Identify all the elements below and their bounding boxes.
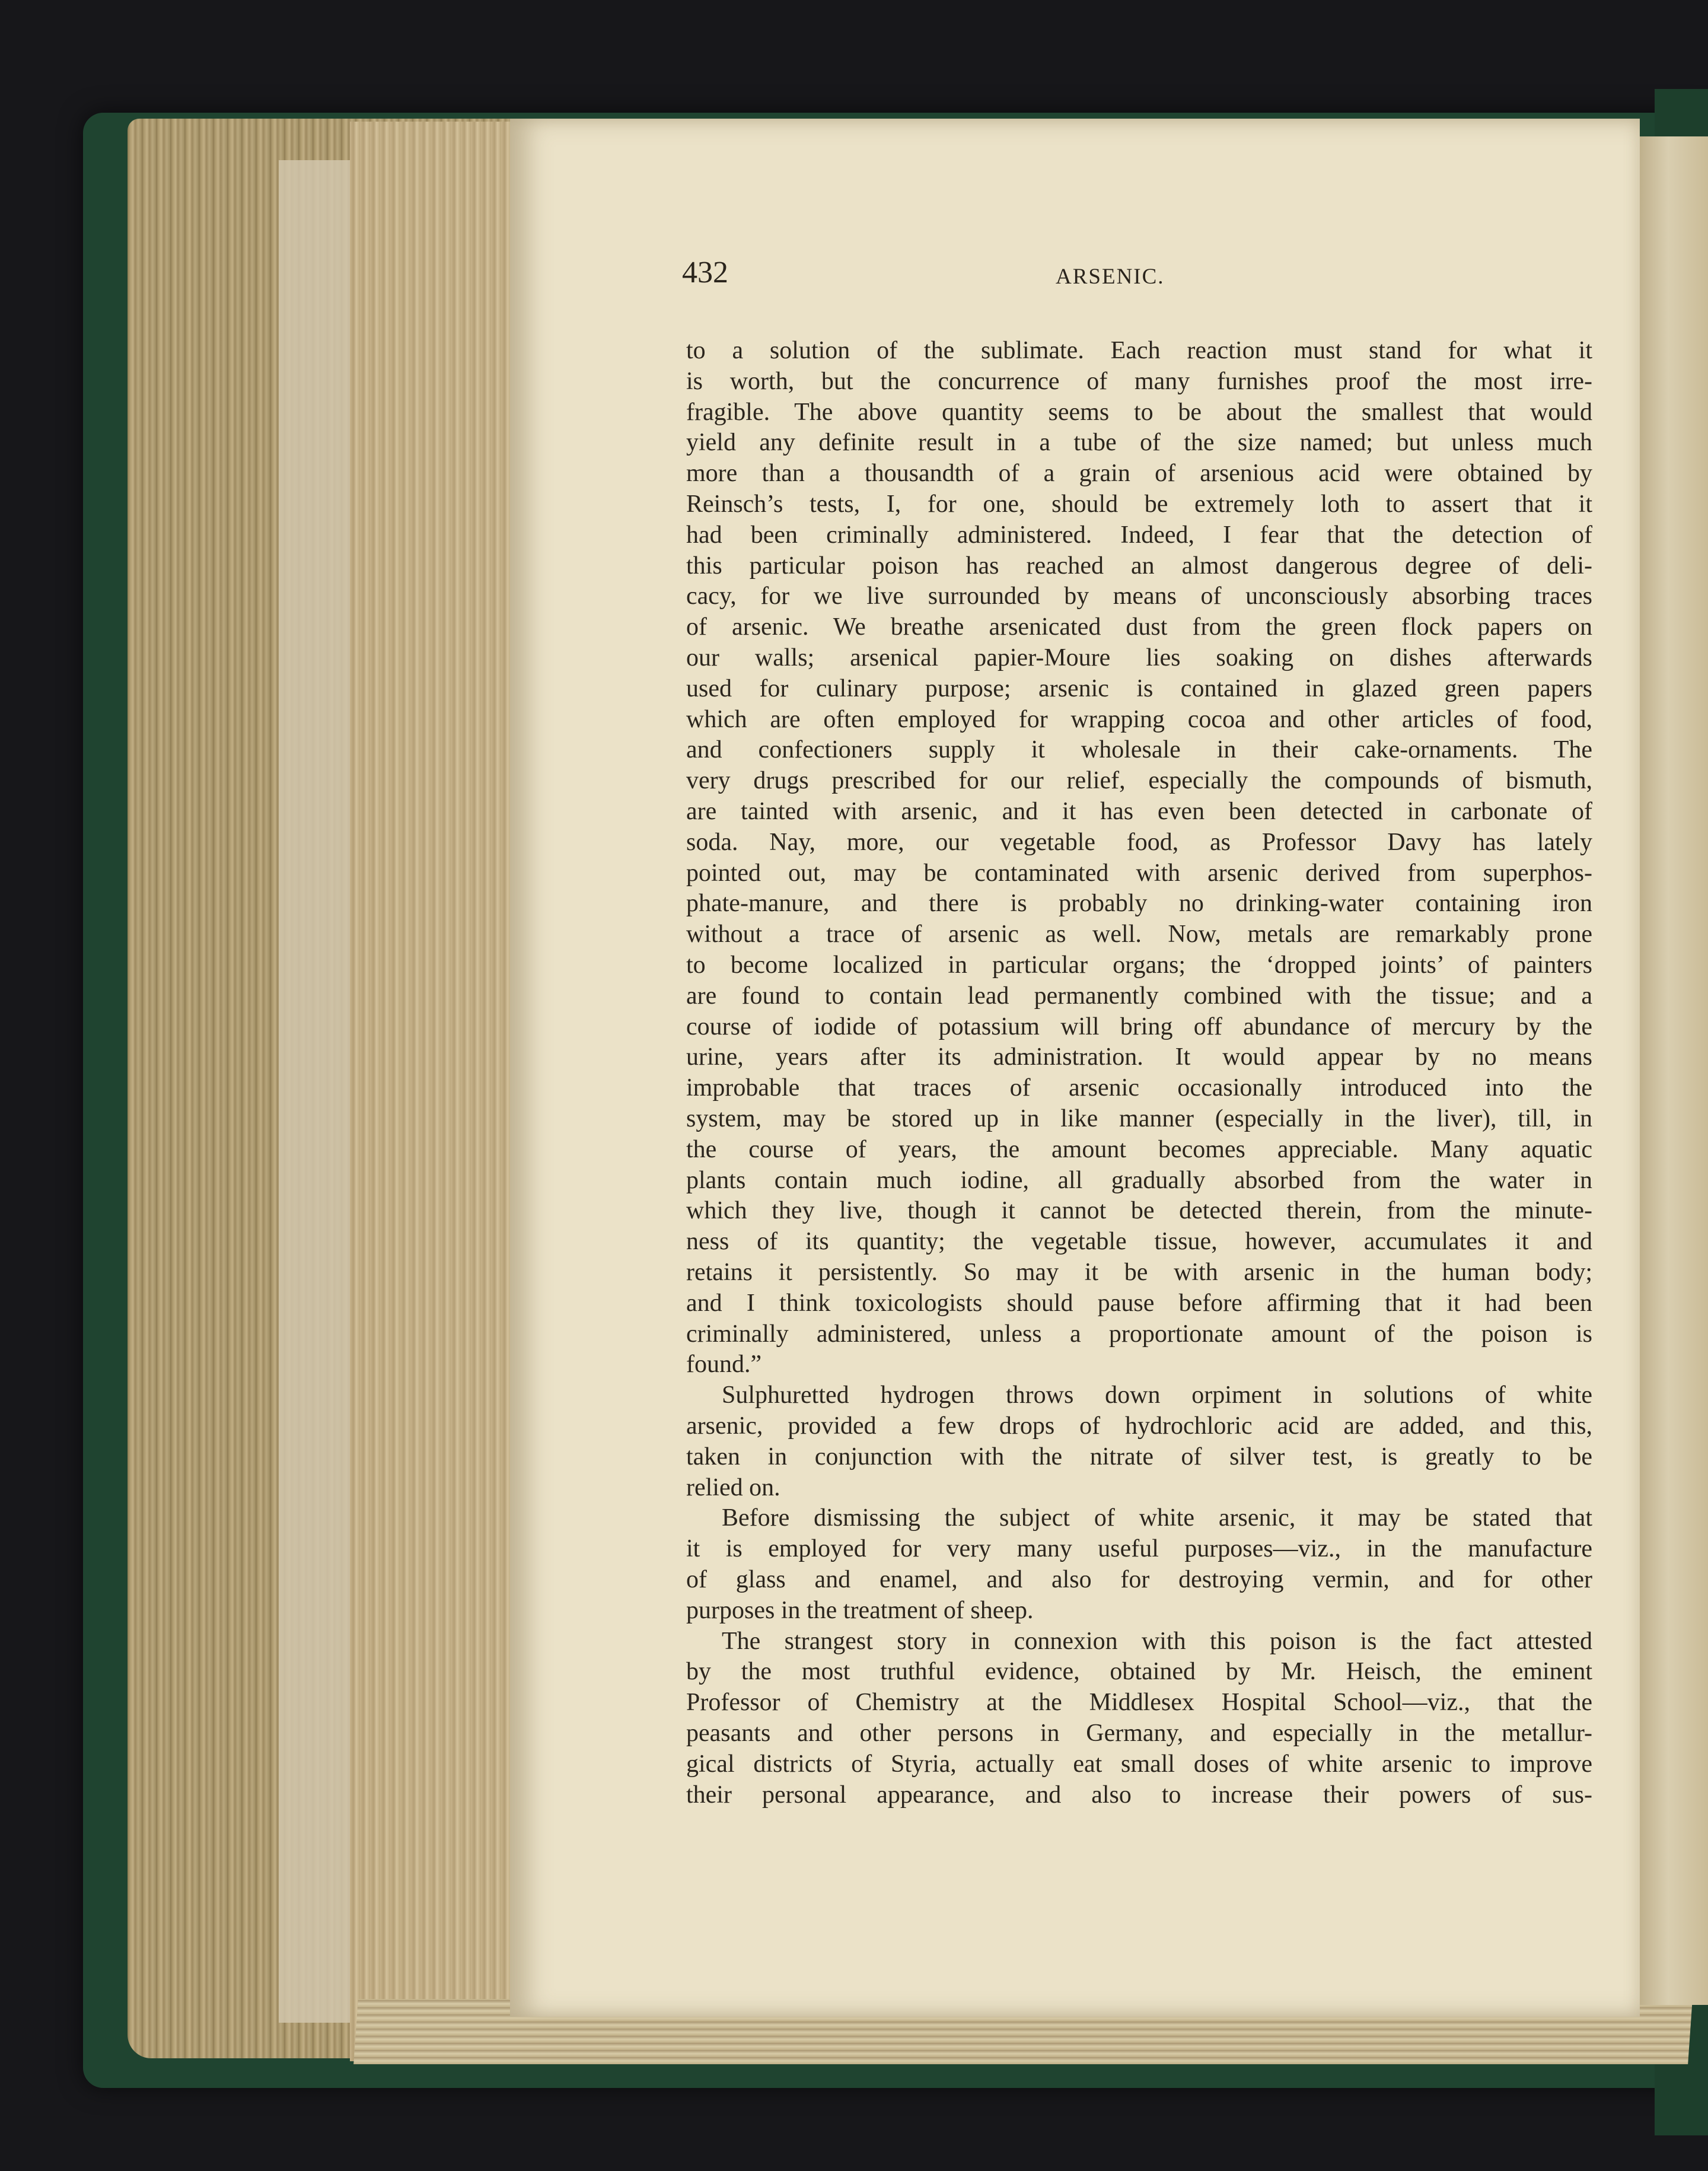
text-line: to become localized in particular organs; the ‘dropped joints’ of painters (686, 951, 1592, 979)
text-line: found.” (686, 1351, 762, 1379)
text-line: cacy, for we live surrounded by means of unconsciously absorbing traces (686, 582, 1592, 610)
text-line: purposes in the treatment of sheep. (686, 1596, 1034, 1624)
text-line: arsenic, provided a few drops of hydrochloric acid are added, and this, (686, 1412, 1592, 1440)
text-line: Reinsch’s tests, I, for one, should be extremely loth to assert that it (686, 491, 1592, 518)
text-line: Sulphuretted hydrogen throws down orpiment in solutions of white (722, 1381, 1592, 1409)
text-line: soda. Nay, more, our vegetable food, as Professor Davy has lately (686, 828, 1592, 856)
text-line: are found to contain lead permanently combined with the tissue; and a (686, 982, 1592, 1010)
text-line: to a solution of the sublimate. Each reaction must stand for what it (686, 337, 1592, 364)
text-line: more than a thousandth of a grain of arsenious acid were obtained by (686, 460, 1592, 488)
page-stack-highlight (279, 160, 350, 2023)
text-line: gical districts of Styria, actually eat small doses of white arsenic to improve (686, 1750, 1592, 1778)
text-line: The strangest story in connexion with this poison is the fact attested (722, 1627, 1592, 1655)
text-line: their personal appearance, and also to increase their powers of sus- (686, 1781, 1592, 1809)
facing-page-edge (1640, 136, 1708, 2005)
text-line: by the most truthful evidence, obtained by Mr. Heisch, the eminent (686, 1658, 1592, 1686)
text-line: of arsenic. We breathe arsenicated dust from the green flock papers on (686, 613, 1592, 641)
text-line: our walls; arsenical papier-Moure lies soaking on dishes afterwards (686, 644, 1592, 671)
text-line: criminally administered, unless a proportionate amount of the poison is (686, 1320, 1592, 1348)
text-line: peasants and other persons in Germany, and especially in the metallur- (686, 1720, 1592, 1747)
text-line: which they live, though it cannot be detected therein, from the minute- (686, 1197, 1592, 1225)
text-line: very drugs prescribed for our relief, especially the compounds of bismuth, (686, 767, 1592, 795)
text-line: ness of its quantity; the vegetable tissue, however, accumulates it and (686, 1228, 1592, 1256)
text-line: of glass and enamel, and also for destroying vermin, and for other (686, 1566, 1592, 1593)
text-line: relied on. (686, 1473, 780, 1501)
text-line: system, may be stored up in like manner (especially in the liver), till, in (686, 1105, 1592, 1132)
text-line: which are often employed for wrapping cocoa and other articles of food, (686, 705, 1592, 733)
text-line: Professor of Chemistry at the Middlesex Hospital School—viz., that the (686, 1689, 1592, 1717)
text-line: is worth, but the concurrence of many furnishes proof the most irre- (686, 367, 1592, 395)
text-line: had been criminally administered. Indeed, I fear that the detection of (686, 521, 1592, 549)
text-line: it is employed for very many useful purposes—viz., in the manufacture (686, 1535, 1592, 1563)
text-line: the course of years, the amount becomes appreciable. Many aquatic (686, 1135, 1592, 1163)
text-line: phate-manure, and there is probably no drinking-water containing iron (686, 890, 1592, 918)
page-number: 432 (682, 256, 728, 289)
text-line: retains it persistently. So may it be with arsenic in the human body; (686, 1259, 1592, 1286)
text-line: this particular poison has reached an almost dangerous degree of deli- (686, 552, 1592, 580)
text-line: Before dismissing the subject of white arsenic, it may be stated that (722, 1504, 1592, 1532)
text-line: taken in conjunction with the nitrate of silver test, is greatly to be (686, 1443, 1592, 1470)
text-line: course of iodide of potassium will bring off abundance of mercury by the (686, 1013, 1592, 1040)
text-line: urine, years after its administration. It would appear by no means (686, 1043, 1592, 1071)
running-title: ARSENIC. (1056, 265, 1165, 289)
text-line: improbable that traces of arsenic occasionally introduced into the (686, 1074, 1592, 1102)
text-line: without a trace of arsenic as well. Now, metals are remarkably prone (686, 921, 1592, 948)
text-line: yield any definite result in a tube of the size named; but unless much (686, 429, 1592, 457)
page-stack-edge-inner (350, 122, 510, 2061)
text-line: used for culinary purpose; arsenic is contained in glazed green papers (686, 674, 1592, 702)
text-line: fragible. The above quantity seems to be about the smallest that would (686, 398, 1592, 426)
text-line: pointed out, may be contaminated with arsenic derived from superphos- (686, 859, 1592, 887)
text-line: are tainted with arsenic, and it has even been detected in carbonate of (686, 798, 1592, 825)
text-line: and confectioners supply it wholesale in their cake-ornaments. The (686, 736, 1592, 764)
text-line: and I think toxicologists should pause before affirming that it had been (686, 1289, 1592, 1317)
text-line: plants contain much iodine, all gradually absorbed from the water in (686, 1166, 1592, 1194)
